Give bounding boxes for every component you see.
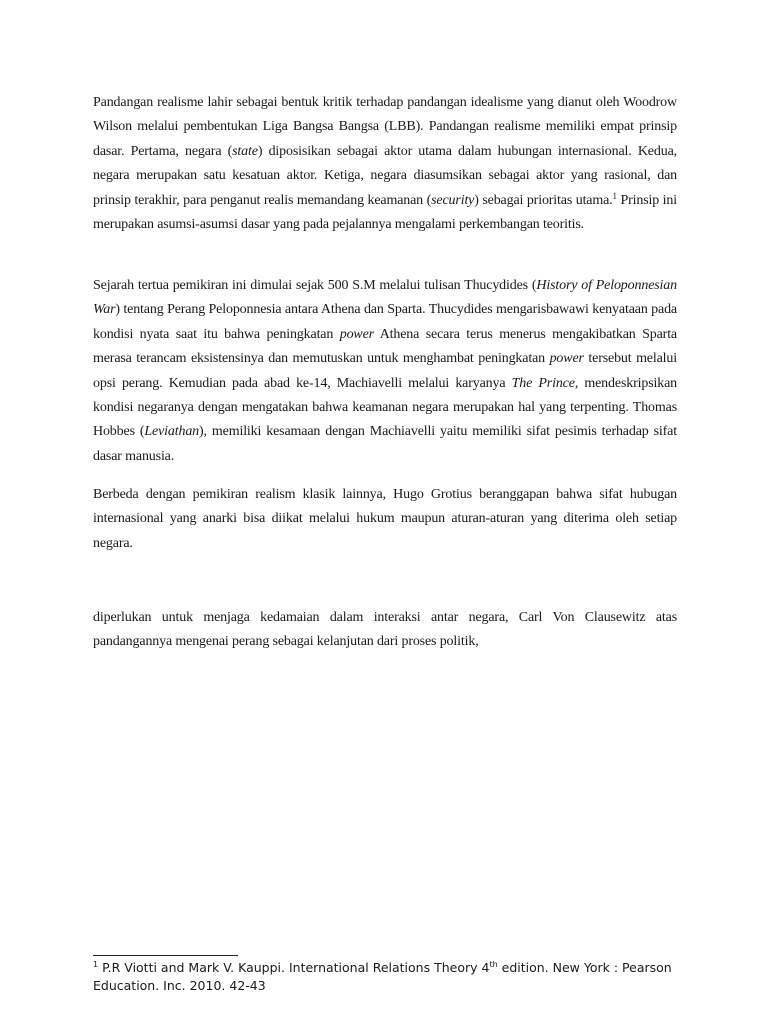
paragraph-history — [93, 274, 677, 469]
superscript: th — [489, 960, 498, 969]
italic-term: security — [431, 192, 475, 208]
text-span: ), memiliki kesamaan dengan Machiavelli yaitu memiliki sifat pesimis terhadap sifat dasar manusia. — [93, 424, 677, 464]
text-span: P.R Viotti and Mark V. Kauppi. International Relations Theory 4 — [98, 960, 490, 975]
text-span: ) diposisikan sebagai aktor utama dalam hubungan internasional. Kedua, negara merupakan satu kesatuan aktor. Ketiga, negara diasumsikan sebagai aktor yang rasional, dan prinsip terakhir, para penganut realis memandang keamanan ( — [93, 143, 677, 208]
text-span: Sejarah tertua pemikiran ini dimulai sejak 500 S.M melalui tulisan Thucydides ( — [93, 278, 537, 293]
footnote-separator — [93, 955, 238, 956]
italic-term: power — [549, 351, 584, 367]
text-span: edition. New York : Pearson Education. Inc. 2010. 42-43 — [93, 960, 672, 993]
paragraph-realism-intro — [93, 91, 677, 237]
text-span: , mendeskripsikan kondisi negaranya dengan mengatakan bahwa keamanan negara merupakan hal yang terpenting. Thomas Hobbes ( — [93, 375, 678, 440]
text-span: ) sebagai prioritas utama. — [474, 192, 613, 208]
paragraph-grotius: Berbeda dengan pemikiran realism klasik lainnya, Hugo Grotius beranggapan bahwa sifat hubugan internasional yang anarki bisa diikat melalui hukum maupun aturan-aturan yang diterima oleh setiap negara. — [93, 487, 677, 551]
italic-term: power — [339, 326, 374, 342]
footnote-reference[interactable]: 1 — [612, 190, 617, 201]
italic-term: state — [232, 143, 258, 159]
text-span: ) tentang Perang Peloponnesia antara Athena dan Sparta. Thucydides mengarisbawawi kenyataan pada kondisi nyata saat itu bahwa peningkatan — [93, 302, 677, 342]
paragraph-clausewitz: diperlukan untuk menjaga kedamaian dalam interaksi antar negara, Carl Von Clausewitz atas pandangannya mengenai perang sebagai kelanjutan dari proses politik, — [93, 610, 677, 650]
footnote-number: 1 — [93, 960, 99, 969]
text-span: Prinsip ini merupakan asumsi-asumsi dasar yang pada pejalannya mengalami perkembangan teoritis. — [93, 192, 677, 233]
italic-term: Leviathan — [144, 424, 200, 440]
italic-term: The Prince — [511, 375, 575, 391]
text-span: Athena secara terus menerus mengakibatkan Sparta merasa terancam eksistensinya dan memutuskan untuk menghambat peningkatan — [93, 326, 677, 367]
footnote — [93, 959, 693, 995]
text-span: Pandangan realisme lahir sebagai bentuk kritik terhadap pandangan idealisme yang dianut oleh Woodrow Wilson melalui pembentukan Liga Bangsa Bangsa (LBB). Pandangan realisme memiliki empat prinsip dasar. Pertama, negara ( — [93, 95, 677, 159]
italic-term: History of Peloponnesian War — [93, 278, 678, 318]
text-span: tersebut melalui opsi perang. Kemudian pada abad ke-14, Machiavelli melalui karyanya — [93, 351, 678, 391]
